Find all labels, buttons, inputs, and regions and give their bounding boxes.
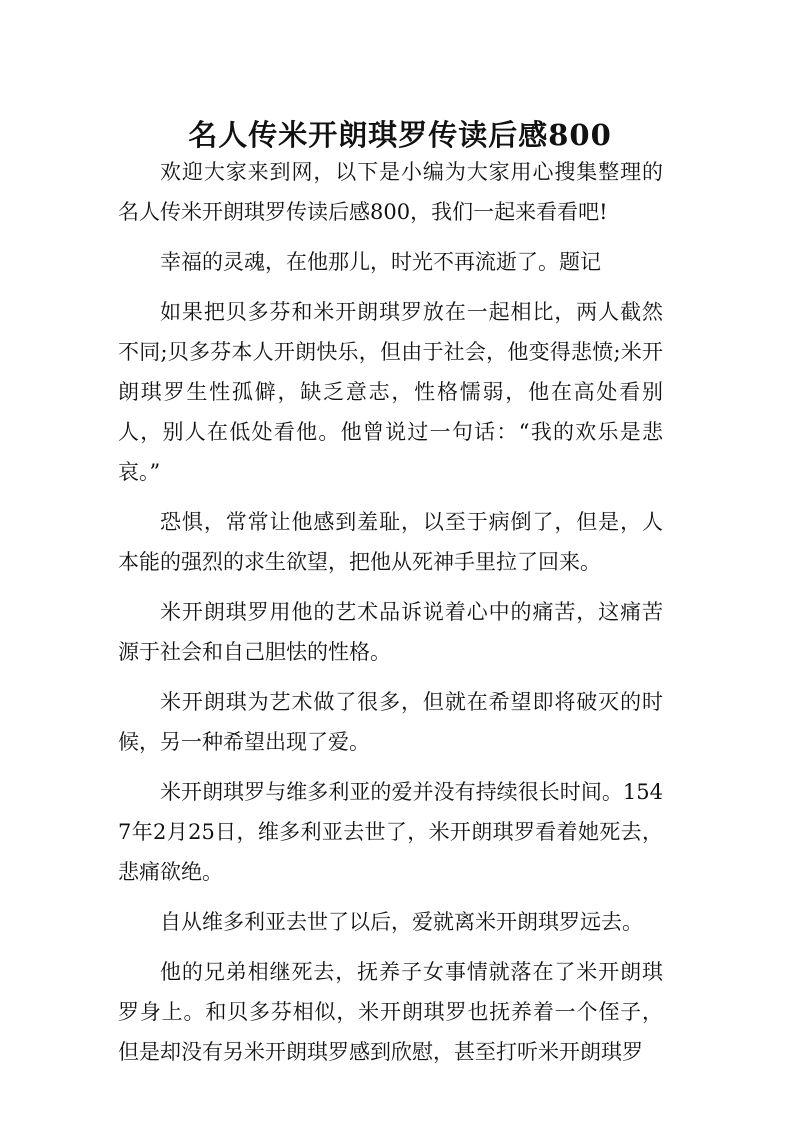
paragraph: 米开朗琪为艺术做了很多，但就在希望即将破灭的时候，另一种希望出现了爱。	[118, 690, 663, 754]
paragraph: 恐惧，常常让他感到羞耻，以至于病倒了，但是，人本能的强烈的求生欲望，把他从死神手里拉了回来。	[118, 510, 663, 574]
paragraph: 如果把贝多芬和米开朗琪罗放在一起相比，两人截然不同;贝多芬本人开朗快乐，但由于社会，他变得悲愤;米开朗琪罗生性孤僻，缺乏意志，性格懦弱，他在高处看别人，别人在低处看他。他曾说过一句话：“我的欢乐是悲哀。”	[118, 300, 663, 484]
paragraph: 幸福的灵魂，在他那儿，时光不再流逝了。题记	[160, 250, 601, 274]
paragraph: 米开朗琪罗用他的艺术品诉说着心中的痛苦，这痛苦源于社会和自己胆怯的性格。	[118, 600, 663, 664]
document-body	[118, 152, 663, 1082]
paragraph: 他的兄弟相继死去，抚养子女事情就落在了米开朗琪罗身上。和贝多芬相似，米开朗琪罗也抚养着一个侄子，但是却没有另米开朗琪罗感到欣慰，甚至打听米开朗琪罗	[118, 960, 663, 1064]
paragraph: 欢迎大家来到网，以下是小编为大家用心搜集整理的名人传米开朗琪罗传读后感800，我们一起来看看吧!	[118, 160, 663, 224]
document-title: 名人传米开朗琪罗传读后感800	[188, 118, 612, 153]
paragraph: 米开朗琪罗与维多利亚的爱并没有持续很长时间。1547年2月25日，维多利亚去世了，米开朗琪罗看着她死去，悲痛欲绝。	[118, 780, 663, 884]
paragraph: 自从维多利亚去世了以后，爱就离米开朗琪罗远去。	[160, 910, 643, 934]
